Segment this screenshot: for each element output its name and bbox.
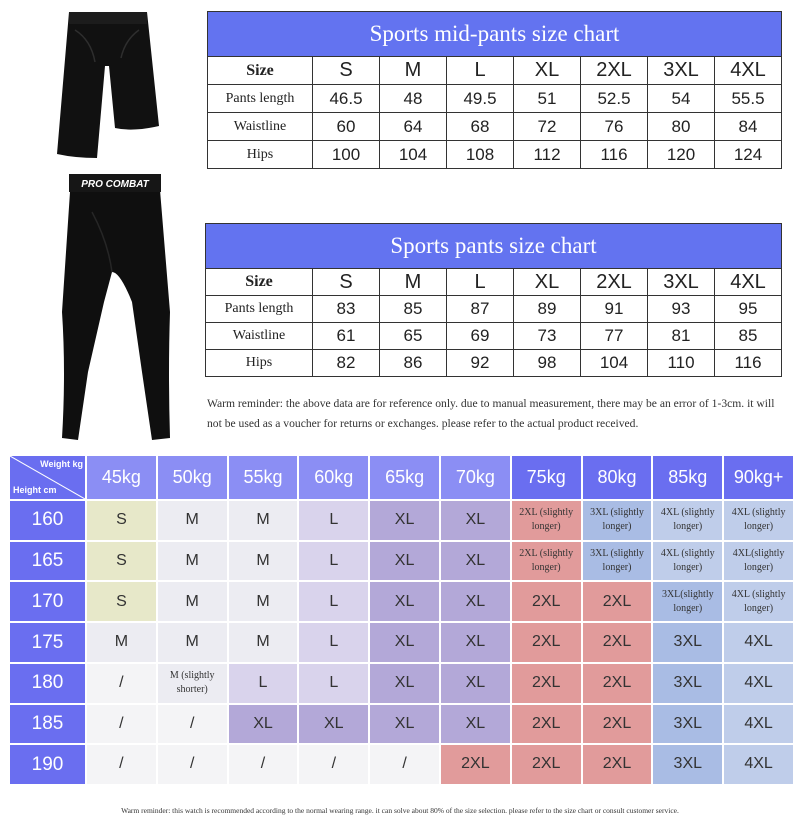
cell: 100 xyxy=(313,141,380,169)
cell: 104 xyxy=(380,141,447,169)
size-col: S xyxy=(313,57,380,85)
size-cell: L xyxy=(299,623,368,662)
size-cell: M xyxy=(158,623,227,662)
cell: 64 xyxy=(380,113,447,141)
cell: 95 xyxy=(715,296,782,323)
cell: 108 xyxy=(447,141,514,169)
size-cell: XL xyxy=(370,582,439,621)
cell: 60 xyxy=(313,113,380,141)
cell: 51 xyxy=(514,85,581,113)
size-col: 4XL xyxy=(715,57,782,85)
cell: 84 xyxy=(715,113,782,141)
cell: 112 xyxy=(514,141,581,169)
size-cell: / xyxy=(370,745,439,784)
size-cell: 4XL xyxy=(724,664,793,703)
cell: 76 xyxy=(581,113,648,141)
cell: 52.5 xyxy=(581,85,648,113)
table-row xyxy=(206,323,782,350)
cell: 73 xyxy=(514,323,581,350)
size-cell: XL xyxy=(370,501,439,540)
size-cell: L xyxy=(229,664,298,703)
size-cell: 4XL xyxy=(724,623,793,662)
weight-header: 75kg xyxy=(512,456,581,499)
mid-pants-size-table xyxy=(207,11,782,169)
cell: 120 xyxy=(648,141,715,169)
cell: 46.5 xyxy=(313,85,380,113)
cell: 69 xyxy=(447,323,514,350)
size-cell: M xyxy=(158,542,227,581)
size-cell: 3XL(slightly longer) xyxy=(653,582,722,621)
height-header: 170 xyxy=(10,582,85,621)
size-cell: 4XL (slightly longer) xyxy=(724,501,793,540)
size-cell: M xyxy=(229,582,298,621)
cell: 116 xyxy=(581,141,648,169)
size-cell: 2XL (slightly longer) xyxy=(512,501,581,540)
cell: 92 xyxy=(447,350,514,377)
size-recommendation-grid xyxy=(10,456,793,784)
tights-illustration xyxy=(52,172,177,444)
size-cell: 2XL xyxy=(512,582,581,621)
size-cell: 2XL xyxy=(583,582,652,621)
cell: 87 xyxy=(447,296,514,323)
height-header: 185 xyxy=(10,705,85,744)
size-cell: / xyxy=(158,745,227,784)
size-cell: S xyxy=(87,582,156,621)
size-cell: M xyxy=(87,623,156,662)
size-col: L xyxy=(447,269,514,296)
cell: 110 xyxy=(648,350,715,377)
height-header: 165 xyxy=(10,542,85,581)
size-cell: XL xyxy=(370,623,439,662)
size-cell: / xyxy=(87,705,156,744)
size-cell: 4XL xyxy=(724,705,793,744)
cell: 54 xyxy=(648,85,715,113)
cell: 98 xyxy=(514,350,581,377)
cell: 81 xyxy=(648,323,715,350)
cell: 48 xyxy=(380,85,447,113)
waistband-text: PRO COMBAT xyxy=(81,179,149,190)
cell: 77 xyxy=(581,323,648,350)
weight-header: 70kg xyxy=(441,456,510,499)
size-cell: 2XL xyxy=(583,705,652,744)
pants-size-table xyxy=(205,223,782,377)
weight-header: 90kg+ xyxy=(724,456,793,499)
cell: 68 xyxy=(447,113,514,141)
height-header: 180 xyxy=(10,664,85,703)
size-col: 3XL xyxy=(648,57,715,85)
size-cell: XL xyxy=(299,705,368,744)
size-header: Size xyxy=(208,57,313,85)
size-cell: M xyxy=(229,542,298,581)
size-cell: M xyxy=(158,582,227,621)
cell: 93 xyxy=(648,296,715,323)
size-cell: 2XL xyxy=(583,745,652,784)
size-cell: M xyxy=(158,501,227,540)
cell: 85 xyxy=(715,323,782,350)
size-col: 2XL xyxy=(581,57,648,85)
cell: 49.5 xyxy=(447,85,514,113)
tights-product-image xyxy=(52,172,177,444)
size-cell: 3XL xyxy=(653,745,722,784)
row-label: Pants length xyxy=(208,85,313,113)
weight-axis-label: Weight kg xyxy=(40,459,83,469)
size-cell: 2XL (slightly longer) xyxy=(512,542,581,581)
size-cell: 4XL (slightly longer) xyxy=(653,542,722,581)
height-header: 160 xyxy=(10,501,85,540)
bottom-reminder-text: Warm reminder: this watch is recommended according to the normal wearing range. it can solve about 80% of the size selection. please refer to the size chart or consult customer service. xyxy=(121,806,679,815)
size-col: S xyxy=(313,269,380,296)
size-cell: 4XL(slightly longer) xyxy=(724,542,793,581)
size-col: XL xyxy=(514,269,581,296)
grid-corner-header xyxy=(10,456,85,499)
size-cell: 3XL xyxy=(653,705,722,744)
size-cell: L xyxy=(299,582,368,621)
size-cell: 2XL xyxy=(441,745,510,784)
size-cell: XL xyxy=(229,705,298,744)
size-cell: 2XL xyxy=(512,664,581,703)
size-cell: 3XL (slightly longer) xyxy=(583,501,652,540)
size-cell: S xyxy=(87,542,156,581)
table-row xyxy=(208,141,782,169)
size-cell: 2XL xyxy=(583,623,652,662)
size-cell: XL xyxy=(441,582,510,621)
cell: 86 xyxy=(380,350,447,377)
row-label: Pants length xyxy=(206,296,313,323)
cell: 65 xyxy=(380,323,447,350)
size-cell: / xyxy=(229,745,298,784)
size-cell: XL xyxy=(370,664,439,703)
size-cell: 3XL xyxy=(653,664,722,703)
table-row xyxy=(208,85,782,113)
size-col: 4XL xyxy=(715,269,782,296)
size-col: 2XL xyxy=(581,269,648,296)
table-row xyxy=(208,113,782,141)
size-cell: XL xyxy=(441,705,510,744)
size-cell: / xyxy=(87,745,156,784)
shorts-illustration xyxy=(55,8,160,160)
weight-header: 65kg xyxy=(370,456,439,499)
size-cell: M xyxy=(229,501,298,540)
size-cell: / xyxy=(87,664,156,703)
size-col: M xyxy=(380,57,447,85)
height-axis-label: Height cm xyxy=(13,484,57,495)
size-cell: 4XL (slightly longer) xyxy=(653,501,722,540)
size-cell: XL xyxy=(441,501,510,540)
size-cell: 2XL xyxy=(512,745,581,784)
cell: 89 xyxy=(514,296,581,323)
cell: 116 xyxy=(715,350,782,377)
weight-header: 50kg xyxy=(158,456,227,499)
row-label: Hips xyxy=(206,350,313,377)
pants-chart-title: Sports pants size chart xyxy=(206,224,782,269)
size-cell: 2XL xyxy=(583,664,652,703)
size-cell: L xyxy=(299,501,368,540)
row-label: Waistline xyxy=(208,113,313,141)
cell: 83 xyxy=(313,296,380,323)
height-header: 175 xyxy=(10,623,85,662)
size-cell: M xyxy=(229,623,298,662)
size-cell: / xyxy=(158,705,227,744)
size-cell: 3XL (slightly longer) xyxy=(583,542,652,581)
weight-header: 55kg xyxy=(229,456,298,499)
reminder-text: Warm reminder: the above data are for reference only. due to manual measurement, there may be an error of 1-3cm. it will not be used as a voucher for returns or exchanges. please refer to the actual product received. xyxy=(207,397,775,430)
table-row xyxy=(206,296,782,323)
size-cell: 4XL xyxy=(724,745,793,784)
size-cell: 2XL xyxy=(512,623,581,662)
size-cell: S xyxy=(87,501,156,540)
row-label: Hips xyxy=(208,141,313,169)
size-cell: 3XL xyxy=(653,623,722,662)
cell: 61 xyxy=(313,323,380,350)
size-cell: XL xyxy=(441,664,510,703)
row-label: Waistline xyxy=(206,323,313,350)
size-col: L xyxy=(447,57,514,85)
cell: 72 xyxy=(514,113,581,141)
height-header: 190 xyxy=(10,745,85,784)
mid-pants-chart-title: Sports mid-pants size chart xyxy=(208,12,782,57)
cell: 55.5 xyxy=(715,85,782,113)
size-cell: L xyxy=(299,664,368,703)
size-cell: XL xyxy=(370,542,439,581)
weight-header: 80kg xyxy=(583,456,652,499)
size-cell: XL xyxy=(370,705,439,744)
weight-header: 60kg xyxy=(299,456,368,499)
shorts-product-image xyxy=(55,8,160,160)
size-cell: 4XL (slightly longer) xyxy=(724,582,793,621)
size-cell: / xyxy=(299,745,368,784)
size-cell: XL xyxy=(441,542,510,581)
cell: 124 xyxy=(715,141,782,169)
size-cell: L xyxy=(299,542,368,581)
table-row xyxy=(206,350,782,377)
cell: 80 xyxy=(648,113,715,141)
size-col: XL xyxy=(514,57,581,85)
weight-header: 45kg xyxy=(87,456,156,499)
size-cell: 2XL xyxy=(512,705,581,744)
cell: 104 xyxy=(581,350,648,377)
size-col: M xyxy=(380,269,447,296)
cell: 91 xyxy=(581,296,648,323)
size-col: 3XL xyxy=(648,269,715,296)
weight-header: 85kg xyxy=(653,456,722,499)
cell: 85 xyxy=(380,296,447,323)
size-cell: XL xyxy=(441,623,510,662)
cell: 82 xyxy=(313,350,380,377)
size-cell: M (slightly shorter) xyxy=(158,664,227,703)
size-header: Size xyxy=(206,269,313,296)
